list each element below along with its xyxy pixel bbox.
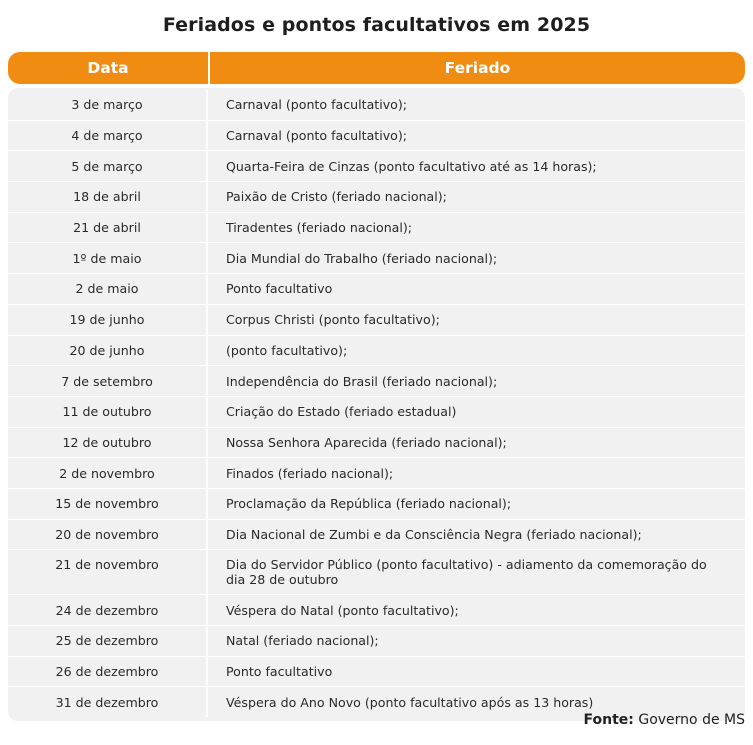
date-cell: 26 de dezembro [8, 657, 208, 687]
date-cell: 7 de setembro [8, 366, 208, 396]
table-row [8, 182, 745, 213]
table-row [8, 366, 745, 397]
date-cell: 19 de junho [8, 305, 208, 335]
date-cell: 4 de março [8, 121, 208, 151]
holiday-cell: Criação do Estado (feriado estadual) [226, 404, 457, 420]
holiday-cell: (ponto facultativo); [226, 342, 348, 358]
date-cell: 21 de novembro [8, 550, 208, 594]
holiday-cell: Dia Mundial do Trabalho (feriado nacional); [226, 250, 498, 266]
table-row [8, 243, 745, 274]
holiday-cell: Corpus Christi (ponto facultativo); [226, 312, 440, 328]
table-header [8, 52, 745, 84]
table-row [8, 550, 745, 595]
date-cell: 15 de novembro [8, 489, 208, 519]
date-cell: 20 de novembro [8, 520, 208, 550]
page-title: Feriados e pontos facultativos em 2025 [162, 14, 591, 36]
date-cell: 1º de maio [8, 243, 208, 273]
source-note [584, 712, 745, 728]
holiday-cell: Carnaval (ponto facultativo); [226, 128, 408, 144]
table-row [8, 213, 745, 244]
date-cell: 2 de maio [8, 274, 208, 304]
date-cell: 21 de abril [8, 213, 208, 243]
table-row [8, 657, 745, 688]
date-cell: 5 de março [8, 151, 208, 181]
source-label: Fonte: [583, 712, 634, 728]
table-row [8, 151, 745, 182]
table-row [8, 626, 745, 657]
date-cell: 3 de março [8, 90, 208, 120]
holiday-cell: Ponto facultativo [226, 281, 333, 297]
holiday-cell: Ponto facultativo [226, 664, 333, 680]
date-cell: 2 de novembro [8, 458, 208, 488]
table-row [8, 90, 745, 121]
header-holiday: Feriado [444, 59, 511, 77]
holiday-cell: Natal (feriado nacional); [226, 633, 379, 649]
holiday-cell: Dia Nacional de Zumbi e da Consciência Negra (feriado nacional); [226, 526, 642, 542]
holiday-cell: Véspera do Natal (ponto facultativo); [226, 602, 459, 618]
holiday-cell: Paixão de Cristo (feriado nacional); [226, 189, 447, 205]
table-row [8, 274, 745, 305]
holiday-cell: Carnaval (ponto facultativo); [226, 97, 408, 113]
table-row [8, 397, 745, 428]
table-row [8, 489, 745, 520]
date-cell: 11 de outubro [8, 397, 208, 427]
table-row [8, 428, 745, 459]
date-cell: 18 de abril [8, 182, 208, 212]
holiday-cell: Independência do Brasil (feriado nacional); [226, 373, 498, 389]
holiday-cell: Finados (feriado nacional); [226, 465, 394, 481]
header-date: Data [8, 52, 210, 84]
holiday-cell: Véspera do Ano Novo (ponto facultativo após as 13 horas) [226, 694, 594, 710]
date-cell: 12 de outubro [8, 428, 208, 458]
table-row [8, 458, 745, 489]
table-row [8, 121, 745, 152]
date-cell: 25 de dezembro [8, 626, 208, 656]
date-cell: 24 de dezembro [8, 595, 208, 625]
holiday-cell: Proclamação da República (feriado nacional); [226, 496, 512, 512]
table-body [8, 88, 745, 721]
table-row [8, 305, 745, 336]
holiday-cell: Dia do Servidor Público (ponto facultativo) - adiamento da comemoração do dia 28 de outubro [226, 557, 707, 588]
holiday-cell: Nossa Senhora Aparecida (feriado nacional); [226, 434, 507, 450]
date-cell: 31 de dezembro [8, 687, 208, 717]
source-value: Governo de MS [638, 712, 745, 728]
holiday-cell: Tiradentes (feriado nacional); [226, 220, 413, 236]
table-row [8, 520, 745, 551]
table-row [8, 595, 745, 626]
holiday-cell: Quarta-Feira de Cinzas (ponto facultativo até as 14 horas); [226, 158, 597, 174]
date-cell: 20 de junho [8, 336, 208, 366]
table-row [8, 336, 745, 367]
holidays-table [8, 52, 745, 721]
